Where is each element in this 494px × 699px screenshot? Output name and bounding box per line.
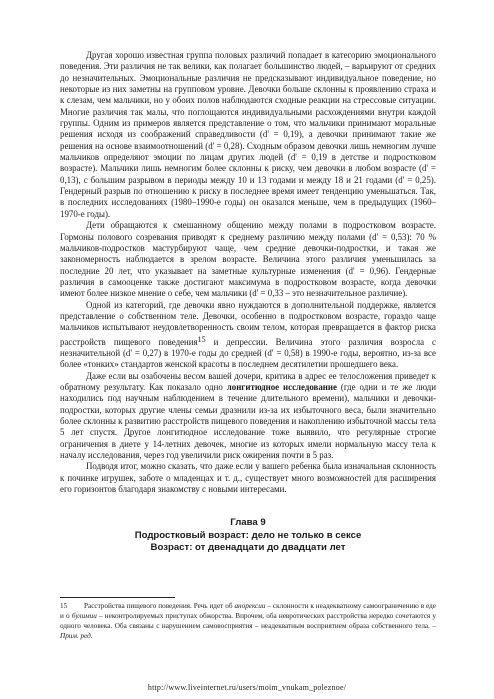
paragraph-adolescent-contact: Дети обращаются к смешанному общению между полами в подростковом возрасте. Гормоны полового созревания приводят к среднему различию между полами (d' = 0,53): 70 % мальчиков-подростков мастурбируют чаще, чем средние девочки-подростки, и такая же закономерность наблюдается в зрелом возрасте. Величина этого различия уменьшилась за последние 20 лет, что указывает на заметные культурные изменения (d' = 0,96). Гендерные различия в самооценке также достигают максимума в подростковом возрасте, когда девочки имеют более низкое мнение о себе, чем мальчики (d' = 0,33 – это незначительное различие).: [60, 220, 436, 299]
paragraph-weight-criticism: [60, 371, 436, 462]
source-url[interactable]: http://www.liveinternet.ru/users/moim_vnukam_poleznoe/: [147, 683, 347, 692]
footnote-reference[interactable]: 15: [197, 334, 206, 344]
paragraph-weight-text: Даже если вы озабочены весом вашей дочери, критика в адрес ее телосложения приведет к обратному результату. Как показало одно: [60, 370, 436, 392]
footnote-term-bulimia: булимии: [71, 612, 97, 620]
footnote-text-end: – неконтролируемых приступах обжорства. Впрочем, оба невротических расстройства нередко сочетаются у одного человека. Оба связаны с нарушением самовосприятия – неадекватным восприятием образа собственного тела. –: [60, 612, 436, 630]
paragraph-summary: Подводя итог, можно сказать, что даже если у вашего ребенка была изначальная склонность к починке игрушек, заботе о младенцах и т. д., существует много возможностей для расширения его горизонтов благодаря знакомству с новыми интересами.: [60, 461, 436, 495]
footnote-number: 15: [60, 602, 68, 610]
paragraph-body-image: [60, 300, 436, 371]
footnote-editor-note: Прим. ред.: [60, 632, 93, 640]
chapter-number: Глава 9: [230, 517, 266, 528]
paragraph-emotional-behavior: Другая хорошо известная группа половых различий попадает в категорию эмоционального поведения. Эти различия не так велики, как полагает большинство людей, – варьируют от средних до незначительных. Эмоциональные различия не предсказывают индивидуальное поведение, но некоторые из них заметны на групповом уровне. Девочки больше склонны к проявлению страха и к слезам, чем мальчики, но у обоих полов наблюдаются сходные реакции на стрессовые ситуации. Многие различия так малы, что поглощаются индивидуальными расхождениями внутри каждой группы. Одним из примеров является представление о том, что мальчики принимают моральные решения исходя из соображений справедливости (d' = 0,19), а девочки принимают такие же решения на основе взаимоотношений (d' = 0,28). Сходным образом девочки лишь немногим лучше мальчиков определяют эмоции по лицам других людей (d' = 0,19 в детстве и подростковом возрасте). Мальчики лишь немногим более склонны к риску, чем девочки в любом возрасте (d' = 0,13), с большим разрывом в периоды между 10 и 13 годами и между 18 и 21 годами (d' = 0,25). Гендерный разрыв по отношению к риску в последнее время имеет тенденцию уменьшаться. Так, в последних исследованиях (1980–1990-е годы) он оказался меньше, чем в предыдущих (1960–1970-е годы).: [60, 50, 436, 219]
chapter-subtitle: Возраст: от двенадцати до двадцати лет: [150, 542, 346, 553]
body-text: [60, 50, 436, 495]
bold-term-longitudinal-study: лонгитюдное исследование: [226, 381, 337, 392]
footnote-divider: [60, 597, 175, 598]
chapter-heading: [60, 517, 436, 555]
paragraph-body-image-text: Одной из категорий, где девочки явно нуждаются в дополнительной поддержке, является представление о собственном теле. Девочки, особенно в подростковом возрасте, гораздо чаще мальчиков испытывают неудовлетворенность своим телом, которая превращается в фактор риска расстройств пищевого поведения: [60, 299, 436, 347]
footnote: [60, 601, 436, 641]
footnote-text: Расстройства пищевого поведения. Речь идет об: [84, 602, 235, 610]
footnote-text-middle: – склонности к неадекватному самоограничению в еде и о: [60, 602, 436, 620]
footnote-term-anorexia: анорексии: [234, 602, 266, 610]
paragraph-weight-text-cont: (где одни и те же люди находились под научным наблюдением в течение длительного времени), мальчики и девочки-подростки, которых другие члены семьи дразнили из-за их избыточного веса, были значительно более склонны к развитию расстройств пищевого поведения и накоплению избыточной массы тела 5 лет спустя. Другое лонгитюдное исследование тоже выявило, что регулярные строгие ограничения в диете у 14-летних девочек, многие из которых имели нормальную массу тела к началу исследования, через год увеличили риск ожирения почти в 5 раз.: [60, 381, 437, 461]
chapter-title: Подростковый возраст: дело не только в сексе: [134, 529, 362, 541]
paragraph-body-image-text-cont: и депрессии. Величина этого различия возросла с незначительной (d' = 0,27) в 1970-е годы до средней (d' = 0,58) в 1990-е годы, вероятно, из-за все более «тонких» стандартов женской красоты в последнем десятилетии прошедшего века.: [60, 336, 436, 370]
